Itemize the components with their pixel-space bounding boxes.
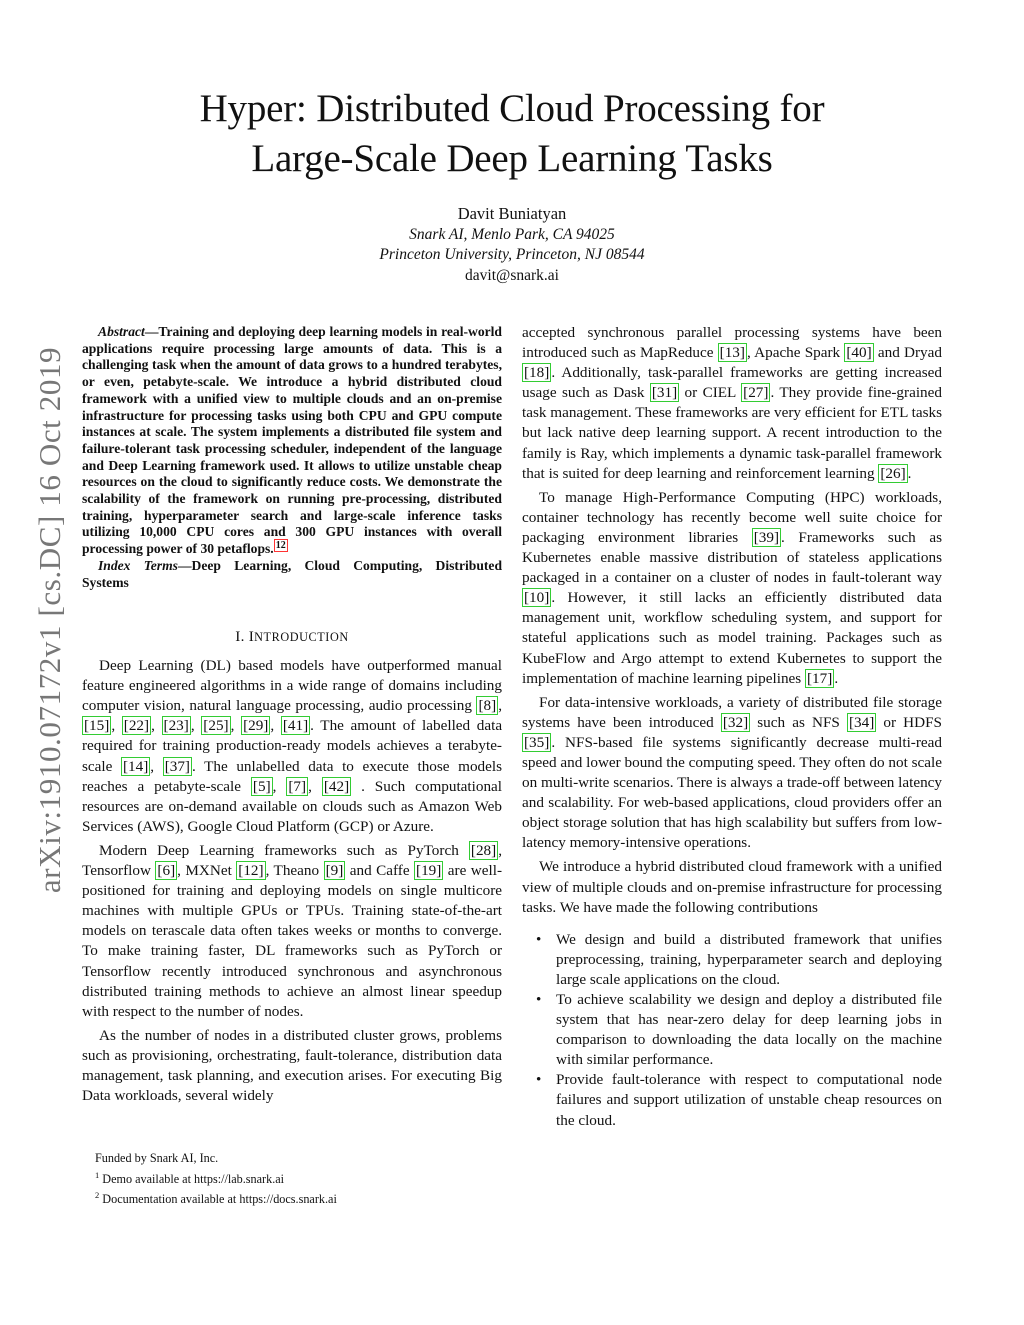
text-run: and Dryad [873,344,942,362]
citation-link[interactable]: [5] [252,777,271,795]
author-block [0,204,1024,286]
footnote-mark: 1 [95,1169,100,1180]
citation-link[interactable]: [14] [122,757,149,775]
intro-paragraph-4 [522,323,942,484]
footnote-funding: Funded by Snark AI, Inc. [95,1151,219,1165]
citation-link[interactable]: [37] [164,757,190,775]
title-line-1: Hyper: Distributed Cloud Processing for [199,87,825,130]
text-run: . [834,669,839,687]
text-run: such as NFS [750,713,847,731]
text-run: , [111,717,122,735]
section-heading-introduction [82,627,502,647]
bullet-icon: • [536,1071,542,1089]
text-run: , Tensorflow [82,841,502,880]
citation-link[interactable]: [7] [288,777,307,795]
list-item [522,990,942,1070]
footnote-text: Demo available at https://lab.snark.ai [102,1171,285,1186]
list-item [522,930,942,990]
text-run: or HDFS [876,713,942,731]
citation-link[interactable]: [39] [753,528,780,546]
list-item-text: Provide fault-tolerance with respect to computational node failures and support utilization of unstable cheap resources on the cloud. [556,1071,942,1129]
text-run: , [150,757,163,775]
contributions-list [522,930,942,1131]
text-run: accepted synchronous parallel processing systems have been introduced such as MapReduce [522,324,942,362]
abstract [82,324,502,591]
text-run: , Apache Spark [746,344,845,362]
text-run: For data-intensive workloads, a variety of distributed file storage systems have been introduced [522,693,942,731]
text-run: Modern Deep Learning frameworks such as PyTorch [99,841,469,859]
citation-link[interactable]: [6] [157,862,176,880]
text-run: To manage High-Performance Computing (HPC) workloads, container technology has recently become well suite choice for packaging environment libraries [522,488,942,546]
list-item-text: We design and build a distributed framework that unifies preprocessing, training, hyperparameter search and deploying large scale applications on the cloud. [556,930,942,988]
text-run: . NFS-based file systems significantly decrease multi-read speed and lower bound the computing speed. They often do not scale on multi-write scenarios. There is always a trade-off between latency and scalability. For web-based applications, cloud providers offer an object storage solution that has high scalability but suffers from low-latency memory-intensive operations. [522,733,942,852]
footnote-ref-link[interactable]: 12 [275,539,286,551]
text-run: are well-positioned for training and deploying models on single multicore machines with multiple GPUs or TPUs. Training state-of-the-art models on terascale data often takes weeks or months to converge. To make training faster, DL frameworks such as PyTorch or Tensorflow recently introduced synchronous and asynchronous distributed training methods to achieve an almost linear speedup with respect to the number of nodes. [82,862,503,1020]
abstract-label: Abstract [98,324,145,339]
section-title-rest: NTRODUCTION [254,630,349,644]
intro-paragraph-6 [522,693,942,854]
bullet-icon: • [536,991,542,1008]
arxiv-id: arXiv:1910.07172v1 [cs.DC] 16 Oct 2019 [32,346,67,894]
list-item-text: To achieve scalability we design and deploy a distributed file system that has near-zero delay for deep learning jobs in comparison to downloading the data locally on the machine with similar performance. [556,991,942,1069]
section-numeral: I. [235,628,245,645]
citation-link[interactable]: [17] [807,669,833,687]
paper-title [0,84,1024,184]
text-run: , [308,777,322,795]
section-title-first: I [248,628,255,645]
text-run: , [498,697,502,715]
intro-paragraph-3: As the number of nodes in a distributed cluster grows, problems such as provisioning, orchestrating, fault-tolerance, distribution data management, task planning, and execution arises. For executing Big Data workloads, several widely [82,1026,502,1105]
citation-link[interactable]: [15] [84,717,110,735]
author-email: davit@snark.ai [465,266,559,284]
footnotes [82,1150,502,1208]
author-affiliation-2: Princeton University, Princeton, NJ 08544 [379,246,645,263]
citation-link[interactable]: [27] [743,384,769,402]
text-run: , [230,717,242,735]
text-run: and Caffe [345,862,415,880]
citation-link[interactable]: [22] [123,717,150,735]
bullet-icon: • [536,930,542,948]
text-run: , [272,777,287,795]
text-run: Deep Learning (DL) based models have outperformed manual feature engineered algorithms in a wide range of domains including computer vision, natural language processing, audio processing [82,657,502,715]
abstract-dash: — [144,324,159,339]
text-run: , MXNet [177,862,237,880]
abstract-text: Training and deploying deep learning models in real-world applications require processing large amounts of data. This is a challenging task when the amount of data grows to a hundred terabytes, or even, petabyte-scale. We introduce a hybrid distributed cloud framework with a unified view to multiple clouds and an on-premise infrastructure for processing tasks using both CPU and GPU compute instances at scale. The system implements a distributed file system and failure-tolerant task processing scheduler, independent of the language and Deep Learning framework used. It allows to utilize unstable cheap resources on the cloud to significantly reduce costs. We demonstrate the scalability of the framework on running pre-processing, distributed training, hyperparameter search and large-scale inference tasks utilizing 10,000 CPU cores and 300 GPU instances with overall processing power of 30 petaflops. [82,324,502,557]
text-run: , [270,717,281,735]
citation-link[interactable]: [18] [524,364,550,382]
text-run: . Additionally, task-parallel frameworks are getting increased usage such as Dask [522,364,942,402]
intro-paragraph-5 [522,488,942,689]
citation-link[interactable]: [8] [478,697,497,715]
introduction-right [522,323,942,1131]
text-run: . [907,464,912,482]
introduction-left [82,627,502,1110]
citation-link[interactable]: [28] [470,841,497,859]
text-run: . However, it still lacks an efficiently distributed data management unit, workflow scheduling system, and support for stateful applications such as model training. Packages such as KubeFlow and Argo attempt to extend Kubernetes to support the implementation of machine learning pipelines [522,589,942,687]
footnote-1 [82,1167,502,1188]
index-terms-text: Deep Learning, Cloud Computing, Distributed Systems [82,557,502,590]
text-run: . Frameworks such as Kubernetes enable massive distribution of stateless applications packaged in a container on a cluster of nodes in fault-tolerant way [522,528,942,587]
list-item [522,1070,942,1130]
text-run: , [151,717,162,735]
citation-link[interactable]: [23] [163,717,189,735]
index-terms-label: Index Terms [98,557,178,573]
text-run: . The amount of labelled data required for training production-ready models achieves a terabyte-scale [82,717,503,775]
citation-link[interactable]: [29] [243,717,269,735]
citation-link[interactable]: [35] [524,733,550,751]
citation-link[interactable]: [12] [238,862,264,880]
citation-link[interactable]: [34] [848,713,875,731]
text-run: or CIEL [679,384,742,402]
intro-paragraph-7: We introduce a hybrid distributed cloud framework with a unified view of multiple clouds and on-premise infrastructure for processing tasks. We have made the following contributions [522,858,942,916]
text-run: , [190,717,202,735]
title-line-2: Large-Scale Deep Learning Tasks [251,137,773,180]
text-run: , Theano [265,862,324,880]
citation-link[interactable]: [32] [722,713,749,731]
footnote-mark: 2 [95,1190,100,1201]
citation-link[interactable]: [19] [416,862,442,880]
author-name: Davit Buniatyan [457,204,567,223]
footnote-text: Documentation available at https://docs.snark.ai [102,1192,337,1207]
intro-paragraph-1 [82,656,502,837]
citation-link[interactable]: [25] [203,717,229,735]
citation-link[interactable]: [10] [524,589,550,607]
text-run: . They provide fine-grained task management. These frameworks are very efficient for ETL tasks but lack native deep learning support. A recent introduction to the family is Ray, which implements a dynamic task-parallel framework that is suited for deep learning and reinforcement learning [522,384,942,482]
abstract-paragraph [82,324,502,558]
index-terms-dash: — [177,557,192,573]
text-run: . The unlabelled data to execute those models reaches a petabyte-scale [82,757,503,795]
text-run: . Such computational resources are on-demand available on clouds such as Amazon Web Services (AWS), Google Cloud Platform (GCP) or Azure. [82,777,502,835]
author-affiliation-1: Snark AI, Menlo Park, CA 94025 [409,225,615,243]
intro-paragraph-2 [82,841,502,1022]
citation-link[interactable]: [26] [880,464,906,482]
citation-link[interactable]: [41] [282,717,309,735]
index-terms [82,558,502,591]
citation-link[interactable]: [9] [325,862,344,880]
footnote-2 [82,1187,502,1208]
citation-link[interactable]: [31] [651,384,678,402]
citation-link[interactable]: [13] [719,344,745,362]
citation-link[interactable]: [42] [323,777,350,795]
citation-link[interactable]: [40] [846,344,872,362]
